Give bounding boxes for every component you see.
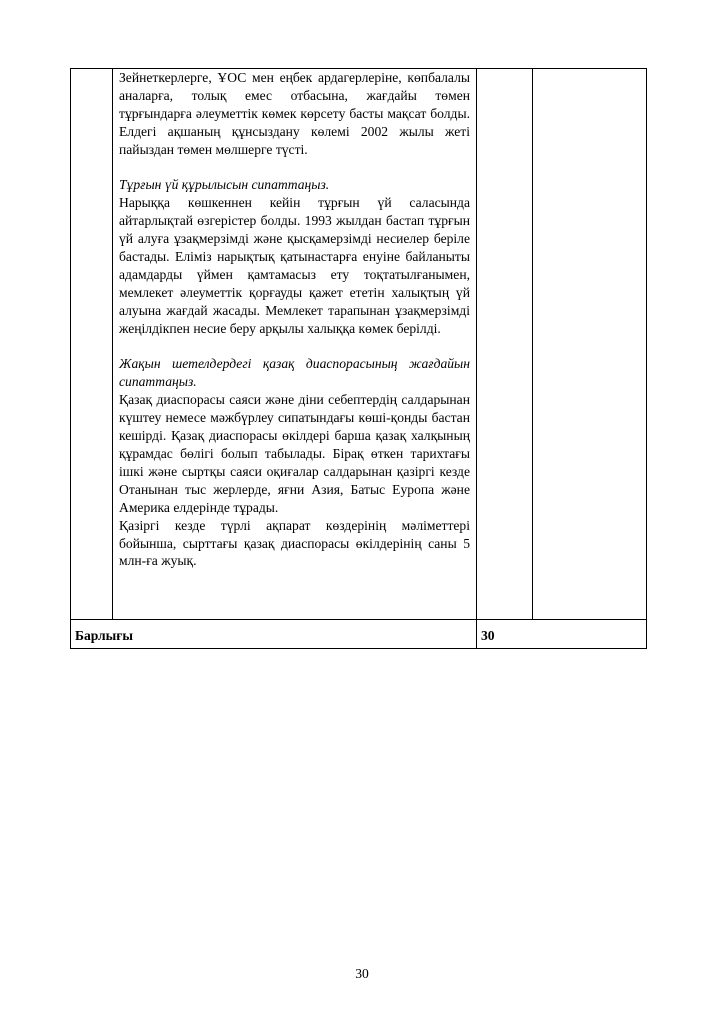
question-housing: Тұрғын үй құрылысын сипаттаңыз. [119, 177, 330, 193]
number-cell [71, 69, 113, 620]
total-row [71, 620, 647, 649]
answer-paragraph-diaspora-count: Қазіргі кезде түрлі ақпарат көздерінің мәліметтері бойынша, сырттағы қазақ диаспорасы өкілдерінің саны 5 млн-ға жуық. [119, 517, 470, 569]
page-number: 30 [355, 966, 369, 981]
content-row [71, 69, 647, 620]
total-value: 30 [477, 620, 647, 649]
answer-paragraph-diaspora: Қазақ диаспорасы саяси және діни себептердің салдарынан күштеу немесе мәжбүрлеу сипатындағы көші-қонды бастан кешірді. Қазақ диаспорасы өкілдері барша қазақ халқының құрамдас бөлігі болып табылады. Бірақ өткен тарихтағы ішкі және сыртқы саяси оқиғалар салдарынан қазіргі кезде Отанынан тыс жерлерде, яғни Азия, Батыс Еуропа және Америка елдерінде тұрады. [119, 392, 470, 515]
answer-paragraph-pension: Зейнеткерлерге, ҰОС мен еңбек ардагерлеріне, көпбалалы аналарға, толық емес отбасына, жағдайы төмен тұрғындарға әлеуметтік көмек көрсету басты мақсат болды. Елдегі ақшаның құнсыздану көлемі 2002 жылы жеті пайыздан төмен мөлшерге түсті. [119, 70, 470, 157]
question-diaspora: Жақын шетелдердегі қазақ диаспорасының жағдайын сипаттаңыз. [119, 356, 470, 390]
assessment-table [70, 68, 647, 649]
notes-cell [533, 69, 647, 620]
answer-paragraph-housing: Нарыққа көшкеннен кейін тұрғын үй саласында айтарлықтай өзгерістер болды. 1993 жылдан бастап тұрғын үй алуға ұзақмерзімді және қысқамерзімді несиелер беріле бастады. Еліміз нарықтық қатынастарға енуіне байланыты адамдарды үймен қамтамасыз ету тоқтатылғанымен, мемлекет әлеуметтік қорғауды қажет ететін халықтың үй алуына жағдай жасады. Мемлекет тарапынан ұзақмерзімді жеңілдікпен несие беру арқылы халыққа көмек берілді. [119, 195, 470, 336]
answer-cell [113, 69, 477, 620]
score-cell [477, 69, 533, 620]
total-label: Барлығы [71, 620, 477, 649]
